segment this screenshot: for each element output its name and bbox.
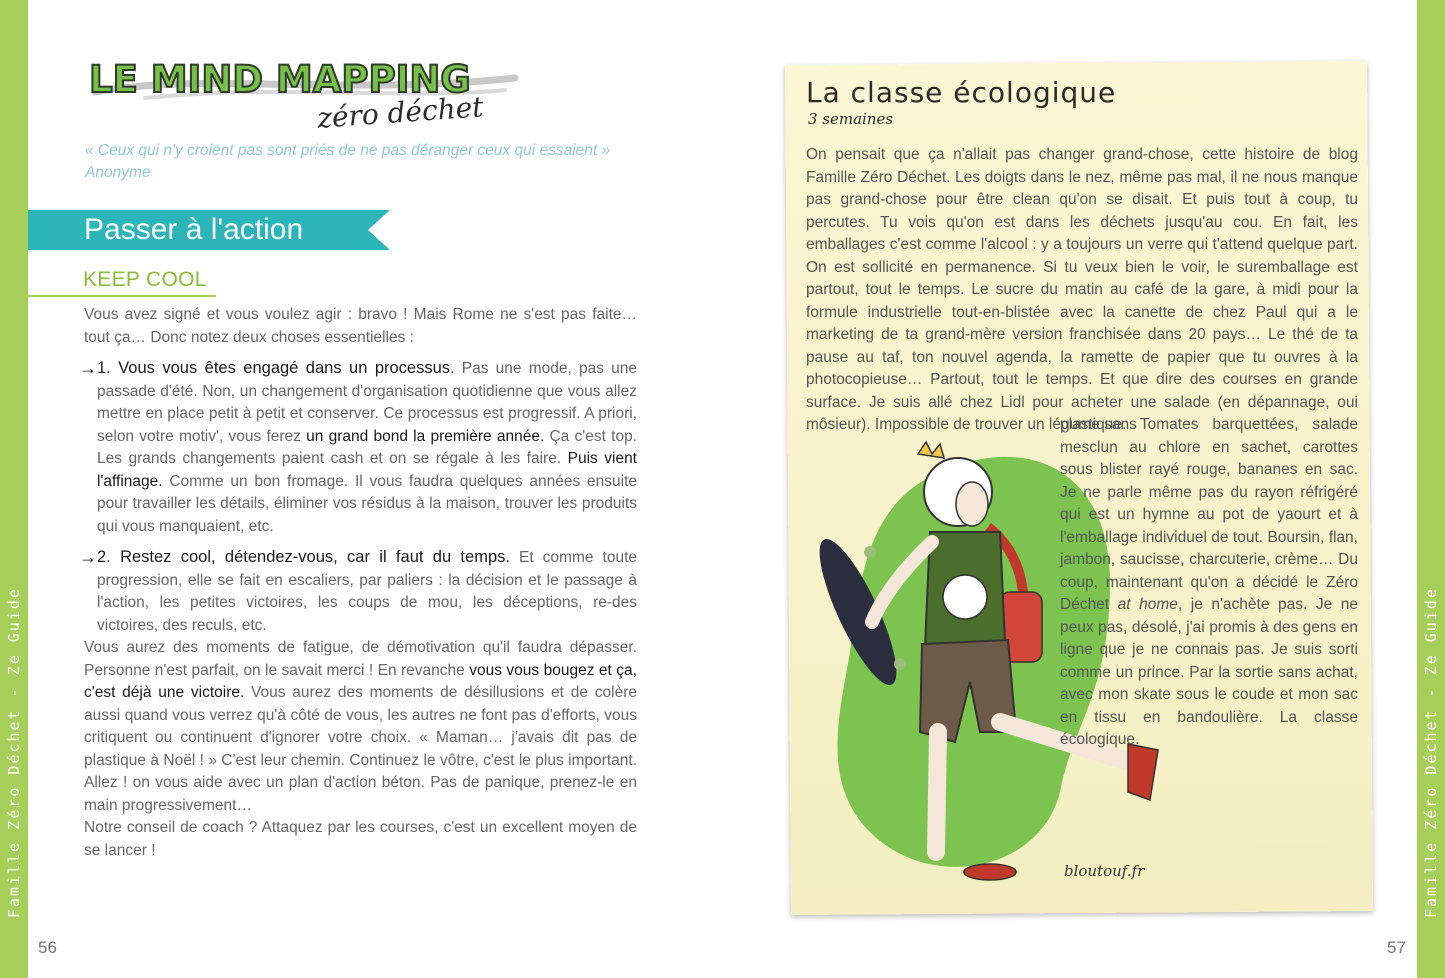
item2-text: Et comme toute progression, elle se fait en escaliers, par paliers : la décision et le passage à l'action, les petites victoires, les coups de mou, les déceptions, re-des victoires, des reculs, etc. bbox=[97, 549, 637, 634]
paragraph-3 bbox=[84, 637, 637, 817]
page-number-left: 56 bbox=[38, 938, 57, 957]
card-text-wrap-b: , je n'achète pas. Je ne peux pas, désolé, j'ai promis à des gens en ligne que je ne connais pas. Je suis sorti comme un prince. Par la sortie sans achat, avec mon skate sous le coude et mon sac en tissu en bandoulière. La classe écologique. bbox=[1060, 596, 1358, 748]
item1-emphasis-2: Puis vient l'affinage. bbox=[97, 450, 637, 490]
list-item bbox=[79, 357, 637, 538]
item1-lead: 1. Vous vous êtes engagé dans un processus. bbox=[97, 359, 455, 377]
skull-icon bbox=[943, 575, 987, 619]
flip-flop bbox=[1128, 744, 1158, 800]
right-side-label: Famille Zéro Déchet - Ze Guide bbox=[1422, 587, 1440, 918]
list-item bbox=[79, 546, 637, 637]
left-side-strip bbox=[0, 0, 28, 978]
epigraph bbox=[85, 140, 645, 184]
arrow-right-icon: → bbox=[79, 358, 97, 378]
card-subtitle: 3 semaines bbox=[808, 110, 894, 128]
face bbox=[956, 482, 988, 526]
section-banner bbox=[28, 210, 390, 250]
crown-icon bbox=[918, 442, 944, 458]
flip-flop bbox=[964, 864, 1016, 880]
epigraph-author: Anonyme bbox=[85, 164, 151, 181]
illustrator-signature: bloutouf.fr bbox=[1064, 862, 1145, 880]
intro-paragraph: Vous avez signé et vous voulez agir : bravo ! Mais Rome ne s'est pas faite… tout ça… Donc notez deux choses essentielles : bbox=[84, 306, 637, 346]
section-banner-text: Passer à l'action bbox=[84, 213, 304, 246]
subheading-underline bbox=[28, 295, 216, 297]
para3-emphasis: vous vous bougez et ça, c'est déjà une victoire. bbox=[84, 661, 637, 701]
item1-text-2: Ça c'est top. Les grands changements paient cash et on se régale à les faire. bbox=[97, 427, 637, 467]
card-text-italic: at home bbox=[1117, 596, 1178, 613]
card-text-wrapped bbox=[1060, 414, 1358, 752]
item1-text-3: Comme un bon fromage. Il vous faudra quelques années ensuite pour travailler les détails, éliminer vos résidus à la maison, trouver les produits qui vous manquaient, etc. bbox=[97, 472, 637, 535]
left-body-text bbox=[79, 304, 637, 862]
left-side-label: Famille Zéro Déchet - Ze Guide bbox=[5, 587, 23, 918]
title-subtitle: zéro déchet bbox=[316, 90, 485, 135]
right-side-strip bbox=[1417, 0, 1445, 978]
arrow-right-icon: → bbox=[79, 547, 97, 567]
item1-emphasis-1: un grand bond la première année. bbox=[306, 427, 545, 445]
card-title: La classe écologique bbox=[806, 76, 1117, 109]
card-text-top: On pensait que ça n'allait pas changer grand-chose, cette histoire de blog Famille Zéro Déchet. Les doigts dans le nez, même pas mal, il ne nous manque pas grand-chose pour être clean qu'on se disait. Et puis tout à coup, tu percutes. Tu vois qu'on est dans les déchets jusqu'au cou. En fait, les emballages c'est comme l'alcool : y a toujours un verre qui t'attend quelque part. On est sollicité en permanence. Si tu veux bien le voir, le suremballage est partout, tout le temps. Le sucre du matin au café de la gare, à midi pour la formule industrielle tout-en-blistée avec la canette de chez Paul qui a le marketing de ta grand-mère version franchisée dans 20 pays… Le thé de ta pause au taf, ton nouvel agenda, la ramette de papier que tu ouvres à la photocopieuse… Partout, tout le temps. Et que dire des courses en grande surface. Je suis allé chez Lidl pour acheter une salade (en dépannage, oui môsieur). Impossible de trouver un légume sans bbox=[806, 146, 1358, 433]
item2-lead: 2. Restez cool, détendez-vous, car il faut du temps. bbox=[97, 548, 510, 566]
paragraph-4: Notre conseil de coach ? Attaquez par les courses, c'est un excellent moyen de se lancer ! bbox=[84, 819, 637, 859]
page-number-right: 57 bbox=[1387, 938, 1406, 957]
item1-text: Pas une mode, pas une passade d'été. Non, un changement d'organisation quotidienne que vous allez mettre en place petit à petit et conserver. Ce processus est progressif. A priori, selon votre motiv', vous ferez bbox=[97, 360, 637, 445]
card-text-wrap-a: plastique. Tomates barquettées, salade mesclun au chlore en sachet, carottes sous blister rayé rouge, bananes en sac. Je ne parle même pas du rayon réfrigéré qui est un hymne au pot de yaourt et à l'emballage individuel de tout. Boursin, flan, jambon, saucisse, charcuterie, crème… Du coup, maintenant qu'on a décidé le Zéro Déchet bbox=[1060, 416, 1358, 613]
para3-text-2: Vous aurez des moments de désillusions et de colère aussi quand vous verrez qu'à côté de vous, les autres ne font pas d'efforts, vous critiquent ou continuent d'ignorer votre choix. « Maman… j'avais dit pas de plastique à Noël ! » C'est leur chemin. Continuez le vôtre, c'est le plus important. Allez ! on vous aide avec un plan d'action béton. Pas de panique, prenez-le en main progressivement… bbox=[84, 684, 637, 814]
chapter-title bbox=[85, 52, 545, 142]
para3-text-1: Vous aurez des moments de fatigue, de démotivation qu'il faudra dépasser. Personne n'est parfait, on le savait merci ! En revanche bbox=[84, 639, 637, 679]
epigraph-text: « Ceux qui n'y croient pas sont priés de ne pas déranger ceux qui essaient » bbox=[85, 142, 611, 159]
subheading: KEEP COOL bbox=[83, 268, 207, 291]
title-main: LE MIND MAPPING bbox=[89, 58, 471, 101]
